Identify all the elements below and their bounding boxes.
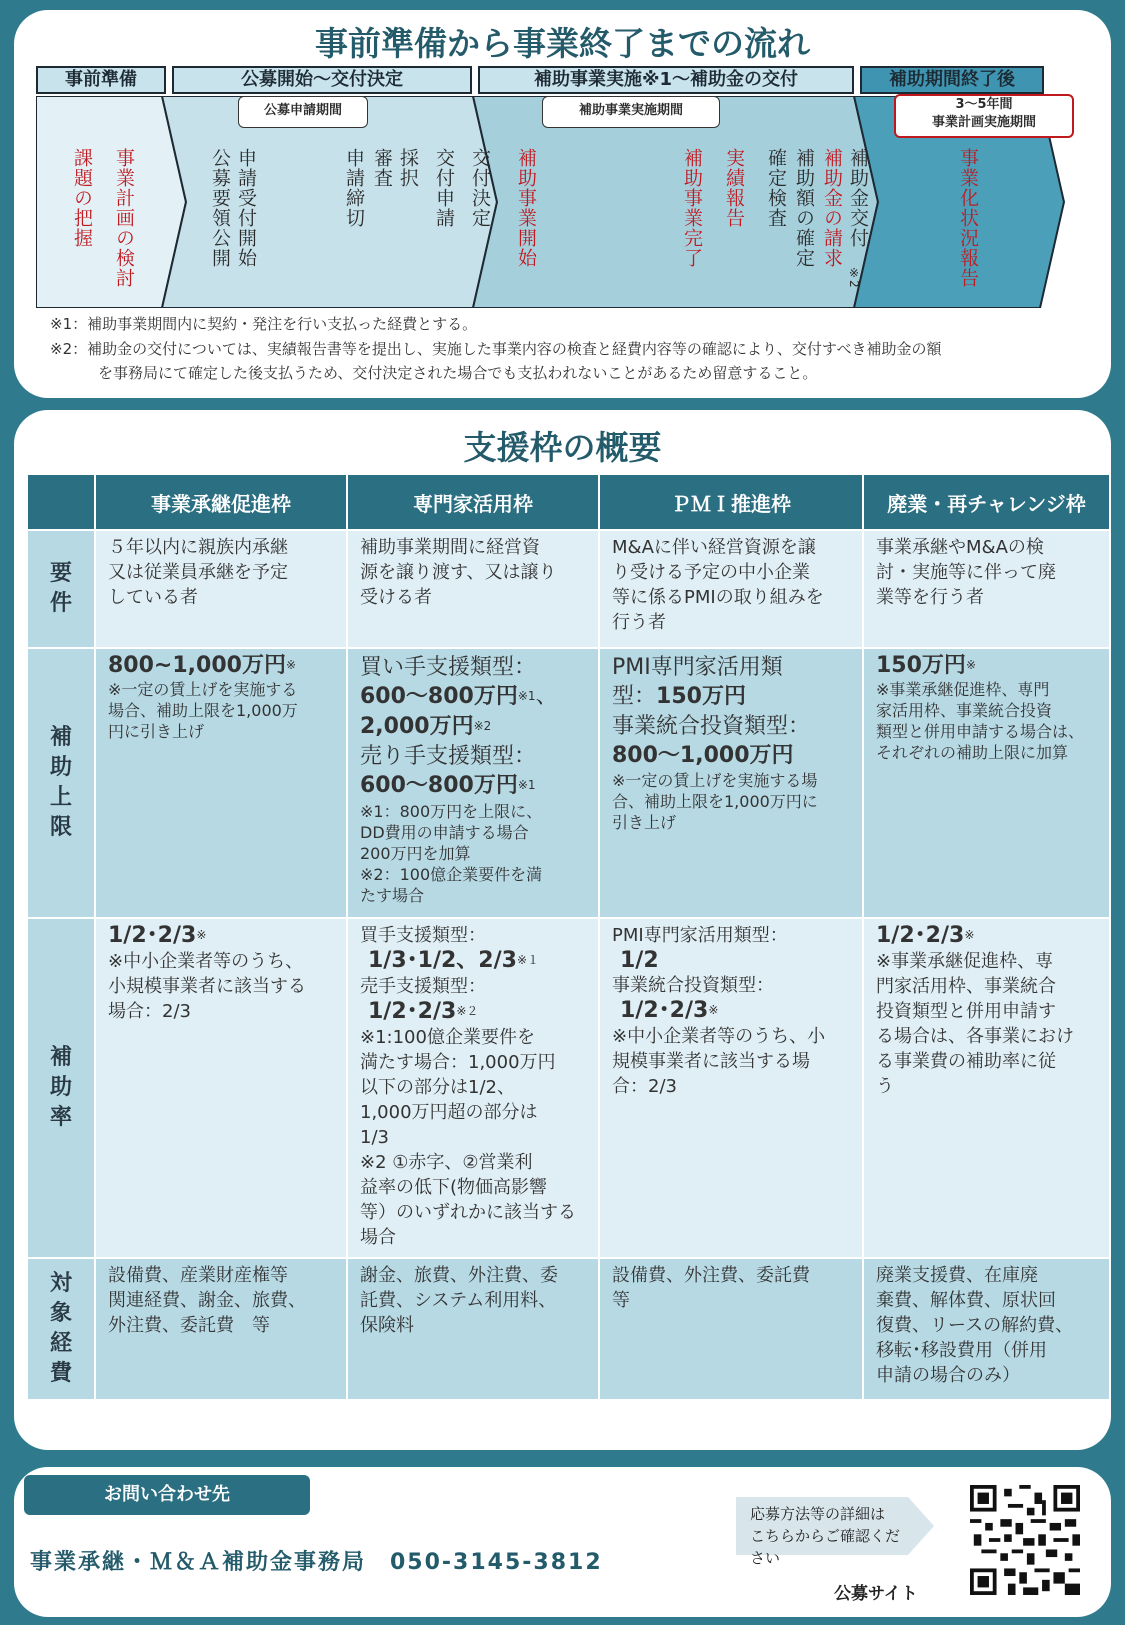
flow-title: 事前準備から事業終了までの流れ [315,24,810,63]
table-row-rate [28,919,1109,1257]
callout-arrow [908,1497,934,1555]
row-header-expenses: 対象経費 [28,1259,94,1399]
step-confirmation-inspection: 確定検査 [765,148,787,228]
step-amount-confirmation: 補助額の確定 [793,148,815,268]
pill-after-period: 3～5年間 事業計画実施期間 [894,94,1074,138]
table-cell: 謝金、旅費、外注費、委 託費、システム利用料、 保険料 [348,1259,598,1399]
step-grant-application: 交付申請 [433,148,455,228]
step-project-complete: 補助事業完了 [681,148,703,268]
step-application-deadline: 申請締切 [343,148,365,228]
table-cell: ５年以内に親族内承継 又は従業員承継を予定 している者 [96,531,346,647]
column-header: 廃業・再チャレンジ枠 [864,475,1109,529]
table-cell: 買手支援類型： 1/3･1/2、2/3$^{※1}$ 売手支援類型： 1/2･2/3$^{※2}$ ※1:100億企業要件を 満たす場合：1,000万円 以下の部分は1/2、 1,000万円超の部分は 1/3 ※2 ①赤字、②営業利 益率の低下(物価高影響 等）のいずれかに該当する 場合 [348,919,598,1257]
table-cell: 設備費、産業財産権等 関連経費、謝金、旅費、 外注費、委託費 等 [96,1259,346,1399]
table-corner [28,475,94,529]
step-grant-payment: 補助金交付 [847,148,869,248]
qr-code-icon[interactable] [970,1485,1080,1595]
contact-card [14,1467,1111,1617]
step-grant-decision: 交付決定 [469,148,491,228]
contact-tab: お問い合わせ先 [24,1475,310,1515]
step-review: 審査 [371,148,393,188]
phase-header-prep: 事前準備 [36,66,166,94]
step-business-plan: 事業計画の検討 [113,148,135,288]
table-cell: 設備費、外注費、委託費 等 [600,1259,862,1399]
table-cell: 1/2･2/3※ ※事業承継促進枠、専 門家活用枠、事業統合 投資類型と併用申請す る場合は、各事業におけ る事業費の補助率に従 う [864,919,1109,1257]
table-cell: 廃業支援費、在庫廃 棄費、解体費、原状回 復費、リースの解約費、 移転･移設費用（併用 申請の場合のみ） [864,1259,1109,1399]
step-adoption: 採択 [397,148,419,188]
table-cell: 800~1,000万円※ ※一定の賃上げを実施する 場合、補助上限を1,000万 円に引き上げ [96,649,346,917]
pill-application-period: 公募申請期間 [238,96,368,128]
step-project-start: 補助事業開始 [515,148,537,268]
note-2: ※2：補助金の交付については、実績報告書等を提出し、実施した事業内容の検査と経費内容等の確認により、交付すべき補助金の額 [50,340,942,358]
table-cell: 事業承継やM&Aの検 討・実施等に伴って廃 業等を行う者 [864,531,1109,647]
office-name-phone: 事業承継・Ｍ＆Ａ補助金事務局 050-3145-3812 [30,1550,603,1575]
impl-note-mark: ※2 [847,266,861,288]
table-cell: M&Aに伴い経営資源を譲 り受ける予定の中小企業 等に係るPMIの取り組みを 行う者 [600,531,862,647]
note-2-continued: を事務局にて確定した後支払うため、交付決定された場合でも支払われないことがあるため留意すること。 [98,364,818,382]
arrow-prep [36,96,186,308]
table-row-limit [28,649,1109,917]
table-cell: 150万円※ ※事業承継促進枠、専門 家活用枠、事業統合投資 類型と併用申請する場合は、 それぞれの補助上限に加算 [864,649,1109,917]
table-cell: PMI専門家活用類型： 1/2 事業統合投資類型： 1/2･2/3※ ※中小企業者等のうち、小 規模事業者に該当する場 合：2/3 [600,919,862,1257]
column-header: 専門家活用枠 [348,475,598,529]
pill-implementation-period: 補助事業実施期間 [542,96,720,128]
step-guideline-publish: 公募要領公開 [209,148,231,268]
phase-header-after: 補助期間終了後 [860,66,1044,94]
table-row-expenses [28,1259,1109,1399]
row-header-rate: 補助率 [28,919,94,1257]
column-header: ＰＭＩ推進枠 [600,475,862,529]
detail-callout: 応募方法等の詳細は こちらからご確認ください [736,1497,908,1555]
table-cell: 補助事業期間に経営資 源を譲り渡す、又は譲り 受ける者 [348,531,598,647]
step-application-start: 申請受付開始 [235,148,257,268]
phase-header-implementation: 補助事業実施※1～補助金の交付 [478,66,854,94]
table-cell: 1/2･2/3※ ※中小企業者等のうち、 小規模事業者に該当する 場合：2/3 [96,919,346,1257]
row-header-requirements: 要件 [28,531,94,647]
step-results-report: 実績報告 [723,148,745,228]
flow-card [14,10,1111,398]
support-frame-table [26,473,1111,1401]
row-header-limit: 補助上限 [28,649,94,917]
step-grant-request: 補助金の請求 [821,148,843,268]
phase-header-call: 公募開始～交付決定 [172,66,472,94]
table-row-requirements [28,531,1109,647]
qr-label: 公募サイト [834,1584,918,1604]
table-header-row [28,475,1109,529]
overview-title: 支援枠の概要 [463,428,662,467]
step-identify-issues: 課題の把握 [71,148,93,248]
table-cell: PMI専門家活用類 型：150万円 事業統合投資類型： 800～1,000万円 ※一定の賃上げを実施する場 合、補助上限を1,000万円に 引き上げ [600,649,862,917]
column-header: 事業承継促進枠 [96,475,346,529]
table-cell: 買い手支援類型： 600～800万円$^{※1}$、 2,000万円$^{※2}$ 売り手支援類型： 600～800万円$^{※1}$ ※1：800万円を上限に、 DD費用の申請する場合 200万円を加算 ※2：100億企業要件を満 たす場合 [348,649,598,917]
note-1: ※1：補助事業期間内に契約・発注を行い支払った経費とする。 [50,315,478,333]
step-commercialization-report: 事業化状況報告 [957,148,979,288]
overview-card [14,410,1111,1450]
